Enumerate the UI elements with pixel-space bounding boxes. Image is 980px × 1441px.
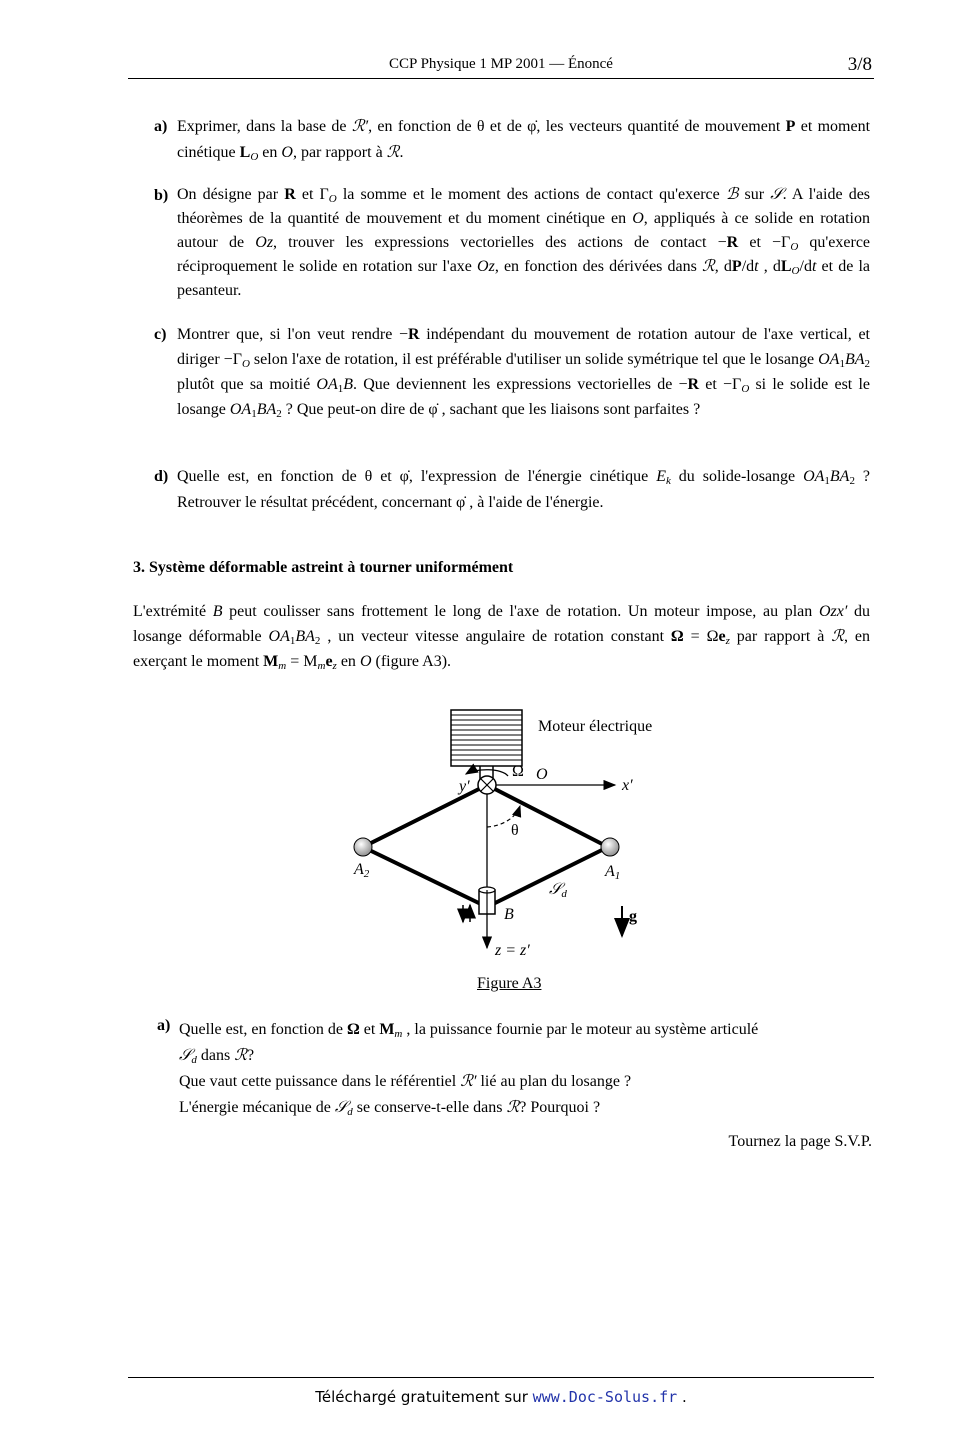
question-c-text: Montrer que, si l'on veut rendre −R indépendant du mouvement de rotation autour de l'axe vertical, et diriger $-\Gamma_O$ selon l'axe de rotation, il est préférable d'utiliser un solide symétrique tel que le losange $OA_1BA_2$ plutôt que sa moitié $OA_1B$. Que deviennent les expressions vectorielles de −R et $-\Gamma_O$ si le solide est le losange $OA_1BA_2$ ? Que peut-on dire de φ̇ , sachant que les liaisons sont parfaites ? (177, 326, 870, 420)
page-header (128, 54, 874, 79)
question-3a-text: Quelle est, en fonction de Ω et $M_m$ , la puissance fournie par le moteur au système articulé 𝒮$_d$ dans ℛ? Que vaut cette puissance dans le référentiel ℛ′ lié au plan du losange ? L'énergie mécanique de 𝒮$_d$ se conserve-t-elle dans ℛ? Pourquoi ? (179, 1021, 759, 1118)
y-label: y′ (459, 778, 470, 795)
b-label: B (504, 906, 514, 923)
header-title: CCP Physique 1 MP 2001 — Énoncé (389, 56, 613, 72)
o-label: O (536, 766, 548, 783)
omega-label: Ω (512, 763, 524, 780)
theta-label: θ (511, 822, 519, 839)
x-label: x′ (622, 777, 633, 794)
figure-caption: Figure A3 (477, 975, 542, 992)
question-c-label: c) (154, 326, 167, 343)
question-b-text: On désigne par R et $\Gamma_O$ la somme et le moment des actions de contact qu'exerce ℬ sur 𝒮. A l'aide des théorèmes de la quantité de mouvement et du moment cinétique en O, appliqués à ce solide en rotation autour de Oz, trouver les expressions vectorielles des actions de contact −R et $-\Gamma_O$ qu'exerce réciproquement le solide en rotation sur l'axe Oz, en fonction des dérivées dans ℛ, dP/dt , $dL_O/dt$ et de la pesanteur. (177, 186, 871, 299)
turn-page-note: Tournez la page S.V.P. (728, 1133, 872, 1150)
omega-rotation-arrow (466, 770, 508, 776)
mass-a1-icon (601, 838, 619, 856)
rhombus-diagram (330, 700, 690, 970)
a1-label: $A_1$ (605, 863, 621, 882)
section-3-title: 3. Système déformable astreint à tourner uniformément (133, 559, 514, 576)
a2-label: $A_2$ (354, 861, 370, 880)
question-d-text: Quelle est, en fonction de θ et φ̇, l'expression de l'énergie cinétique $E_k$ du solide-losange $OA_1BA_2$ ? Retrouver le résultat précédent, concernant φ̇ , à l'aide de l'énergie. (177, 468, 870, 511)
question-a-text: Exprimer, dans la base de ℛ′, en fonction de θ et de φ̇, les vecteurs quantité de mouvement P et moment cinétique $L_O$ en O, par rapport à ℛ. (177, 118, 871, 163)
section-3-intro: L'extrémité B peut coulisser sans frottement le long de l'axe de rotation. Un moteur impose, au plan Ozx′ du losange déformable $OA_1BA_2$ , un vecteur vitesse angulaire de rotation constant $\Omega = \Omega e_z$ par rapport à ℛ, en exerçant le moment $M_m = M_me_z$ en O (figure A3). (133, 603, 870, 672)
slider-b-icon (479, 887, 495, 914)
question-a-label: a) (154, 118, 168, 135)
mass-a2-icon (354, 838, 372, 856)
footer-text: Téléchargé gratuitement sur www.Doc-Solus.fr . (315, 1388, 687, 1406)
question-d-label: d) (154, 468, 169, 485)
footer-link[interactable]: www.Doc-Solus.fr (532, 1388, 678, 1406)
sd-label: 𝒮$_d$ (549, 881, 567, 900)
question-3a-label: a) (157, 1017, 171, 1034)
question-b-label: b) (154, 187, 169, 204)
page-footer (128, 1377, 874, 1406)
z-label: z = z′ (495, 942, 530, 959)
figure-a3 (330, 700, 690, 970)
page-number: 3/8 (847, 54, 872, 75)
g-label: g (629, 908, 637, 925)
pivot-o-icon (478, 776, 496, 794)
motor-label: Moteur électrique (538, 718, 653, 735)
